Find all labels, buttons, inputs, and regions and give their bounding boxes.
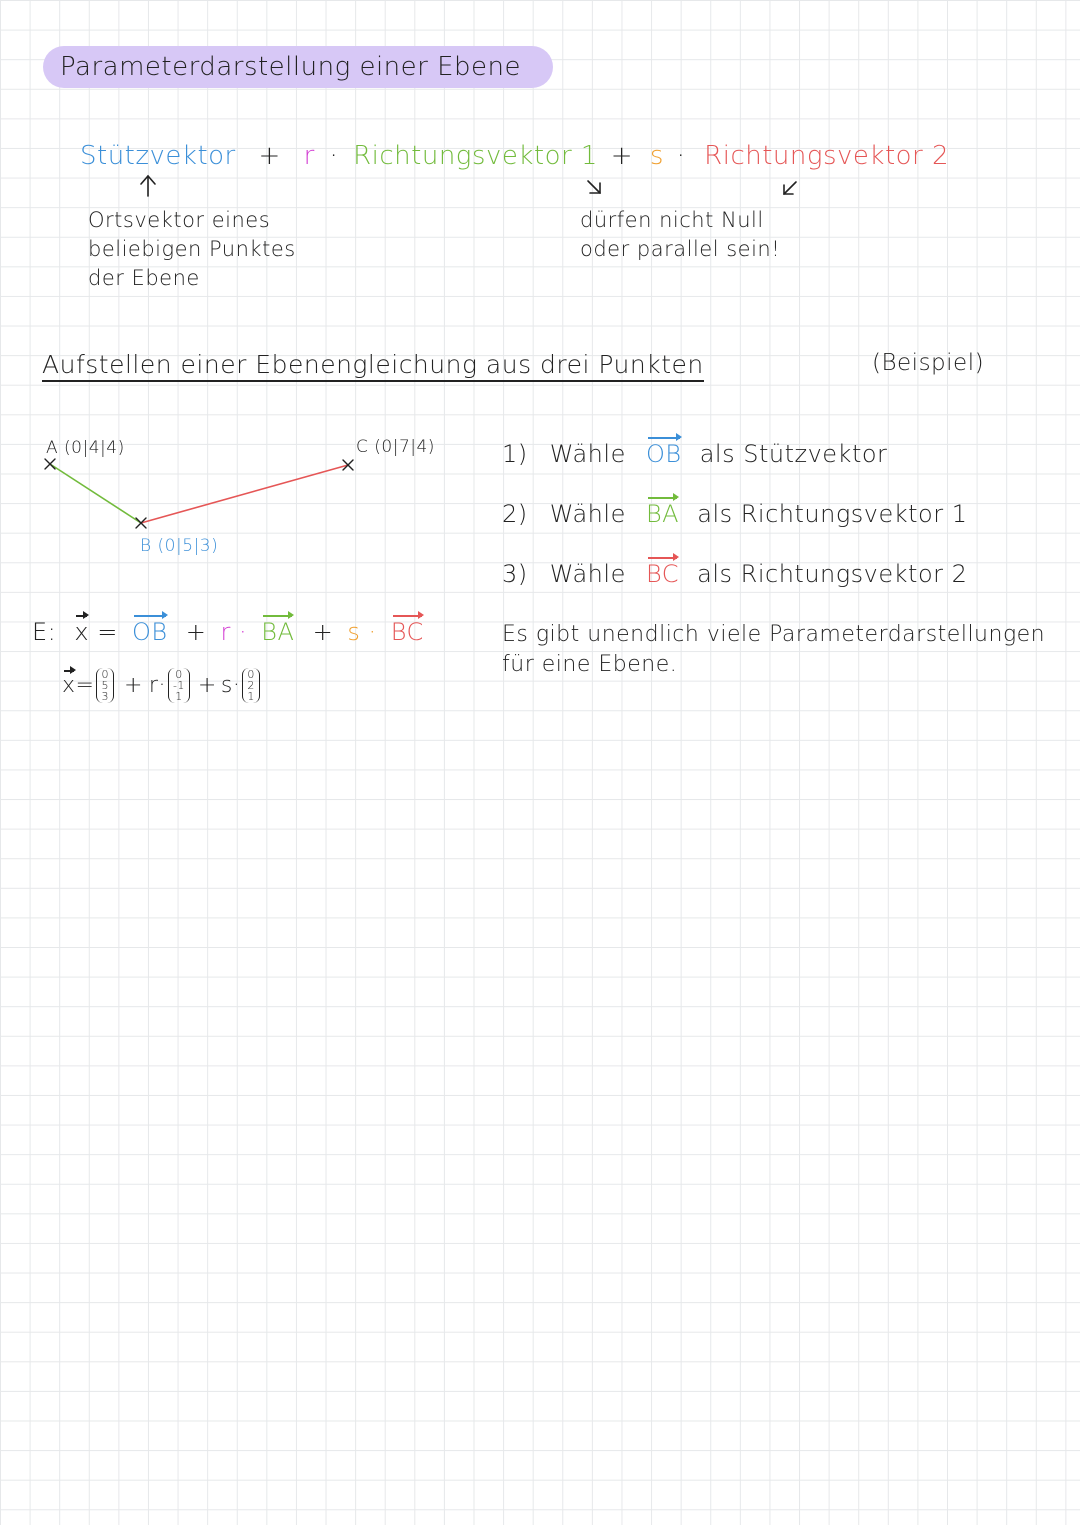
equals-sign: = <box>75 673 95 698</box>
vector-ob: OB <box>131 618 168 646</box>
formula-richtungsvektor-1: Richtungsvektor 1 <box>353 141 598 171</box>
vector-ob: OB <box>645 440 682 468</box>
vector-bc: BC <box>390 618 424 646</box>
note-line: Ortsvektor eines <box>88 208 271 232</box>
dot: · <box>239 618 248 646</box>
step-text: als Stützvektor <box>699 440 888 468</box>
note-line: der Ebene <box>88 266 200 290</box>
line-ab <box>50 464 141 523</box>
step-number: 1) <box>502 440 528 468</box>
down-arrow-icon <box>588 181 600 193</box>
dot: · <box>232 673 241 698</box>
vector-x: x <box>74 618 90 646</box>
plus-sign: + <box>123 673 143 698</box>
column-vector-ba: 0 -1 1 <box>168 668 190 703</box>
step-text: als Richtungsvektor 1 <box>697 500 968 528</box>
step-verb: Wähle <box>549 440 626 468</box>
step-verb: Wähle <box>549 500 626 528</box>
formula-s: s <box>649 141 664 171</box>
formula-plus: + <box>610 141 634 171</box>
point-c-label: C (0|7|4) <box>356 437 435 457</box>
formula-dot: · <box>676 141 686 171</box>
formula-dot: · <box>329 141 339 171</box>
parameter-r: r <box>148 673 159 698</box>
plus-sign: + <box>312 618 334 646</box>
formula-stuetzvektor: Stützvektor <box>80 141 236 171</box>
dot: · <box>368 618 377 646</box>
formula-plus: + <box>258 141 281 171</box>
note-line: dürfen nicht Null <box>580 208 764 232</box>
step-verb: Wähle <box>549 560 626 588</box>
dot: · <box>158 673 166 698</box>
parameter-s: s <box>347 618 361 646</box>
formula-richtungsvektor-2: Richtungsvektor 2 <box>704 141 950 171</box>
conclusion-line: für eine Ebene. <box>502 652 678 677</box>
plane-equation-numeric <box>62 668 262 703</box>
step-3 <box>502 560 967 588</box>
conclusion <box>502 620 1045 680</box>
down-arrow-icon <box>784 182 796 194</box>
equals-sign: = <box>97 618 118 646</box>
parameter-s: s <box>220 673 233 698</box>
richtungsvektor-note <box>580 206 780 264</box>
beispiel-label: (Beispiel) <box>872 350 985 376</box>
points-diagram <box>0 0 500 600</box>
step-number: 3) <box>502 560 528 588</box>
note-line: oder parallel sein! <box>580 237 781 261</box>
page-title: Parameterdarstellung einer Ebene <box>60 52 521 82</box>
conclusion-line: Es gibt unendlich viele Parameterdarstellungen <box>502 622 1046 647</box>
formula-r: r <box>303 141 315 171</box>
column-vector-ob: 0 5 3 <box>96 668 114 703</box>
vector-bc: BC <box>645 560 680 588</box>
step-1 <box>502 440 887 468</box>
step-number: 2) <box>502 500 528 528</box>
vector-x: x <box>62 673 76 698</box>
note-line: beliebigen Punktes <box>88 237 296 261</box>
plane-equation <box>32 618 424 646</box>
step-text: als Richtungsvektor 2 <box>697 560 968 588</box>
vector-ba: BA <box>261 618 295 646</box>
plus-sign: + <box>185 618 207 646</box>
column-vector-bc: 0 2 1 <box>242 668 260 703</box>
step-2 <box>502 500 967 528</box>
parameter-r: r <box>220 618 231 646</box>
vector-ba: BA <box>645 500 680 528</box>
section-heading: Aufstellen einer Ebenengleichung aus drei Punkten <box>42 350 704 382</box>
point-a-label: A (0|4|4) <box>46 438 125 458</box>
equation-label: E: <box>32 618 57 646</box>
point-b-label: B (0|5|3) <box>140 536 219 556</box>
line-bc <box>141 465 348 523</box>
plus-sign: + <box>197 673 217 698</box>
